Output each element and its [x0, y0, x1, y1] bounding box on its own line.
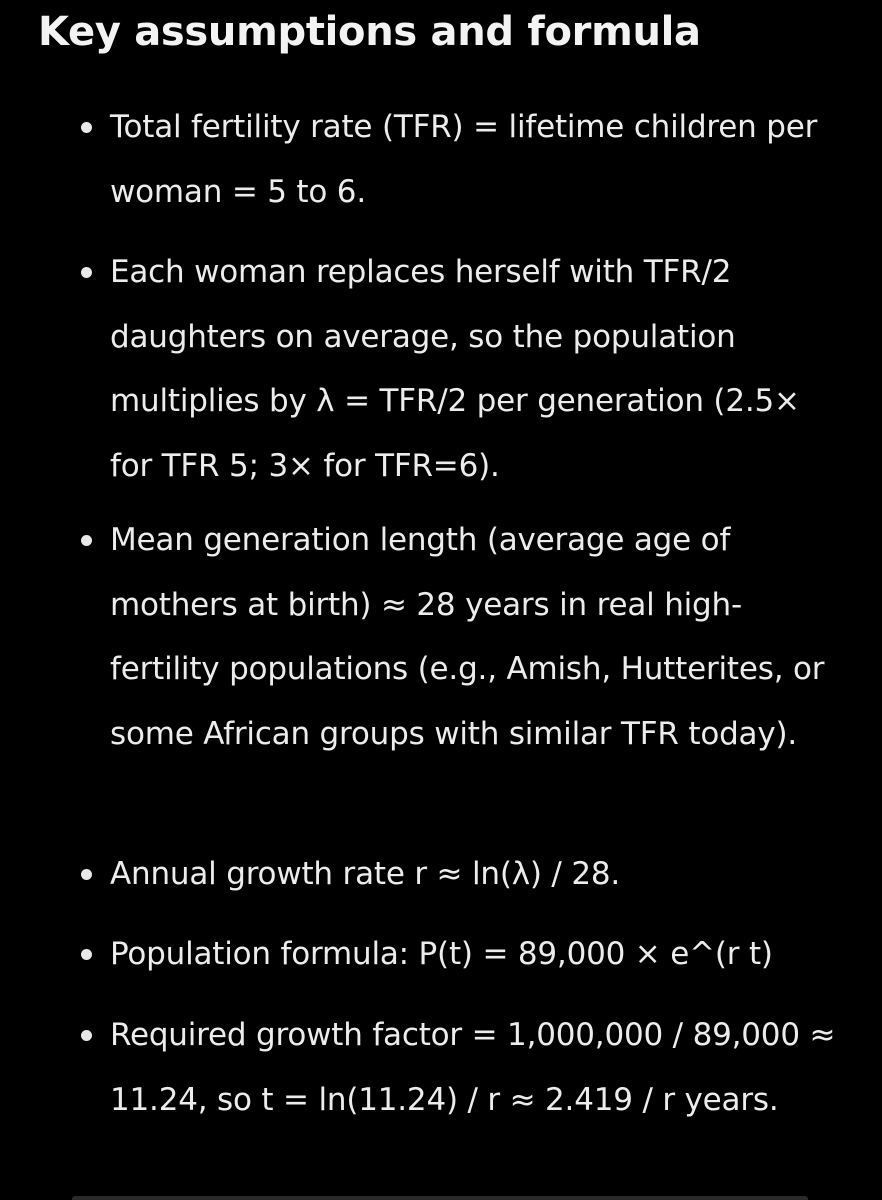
bullet-icon: [81, 535, 92, 546]
bullet-icon: [81, 949, 92, 960]
bullet-icon: [81, 869, 92, 880]
list-item: [110, 842, 850, 907]
bullet-icon: [81, 1030, 92, 1041]
list-item: [110, 240, 850, 498]
list-item: [110, 1003, 850, 1132]
list-item: [110, 922, 850, 987]
section-heading: Key assumptions and formula: [38, 9, 701, 55]
content-divider: [72, 1196, 808, 1200]
list-item-text: Each woman replaces herself with TFR/2 daughters on average, so the population multiplies by λ = TFR/2 per generation (2.5× for TFR 5; 3× for TFR=6).: [110, 254, 800, 484]
list-item-text: Total fertility rate (TFR) = lifetime children per woman = 5 to 6.: [110, 109, 818, 210]
list-item-text: Population formula: P(t) = 89,000 × e^(r t): [110, 936, 773, 972]
list-item-text: Annual growth rate r ≈ ln(λ) / 28.: [110, 856, 621, 892]
list-item: [110, 508, 850, 766]
bullet-icon: [81, 267, 92, 278]
list-item: [110, 95, 850, 224]
list-item-text: Mean generation length (average age of mothers at birth) ≈ 28 years in real high-fertility populations (e.g., Amish, Hutterites, or some African groups with similar TFR today).: [110, 522, 825, 752]
bullet-icon: [81, 122, 92, 133]
list-item-text: Required growth factor = 1,000,000 / 89,000 ≈ 11.24, so t = ln(11.24) / r ≈ 2.419 / r years.: [110, 1017, 836, 1118]
